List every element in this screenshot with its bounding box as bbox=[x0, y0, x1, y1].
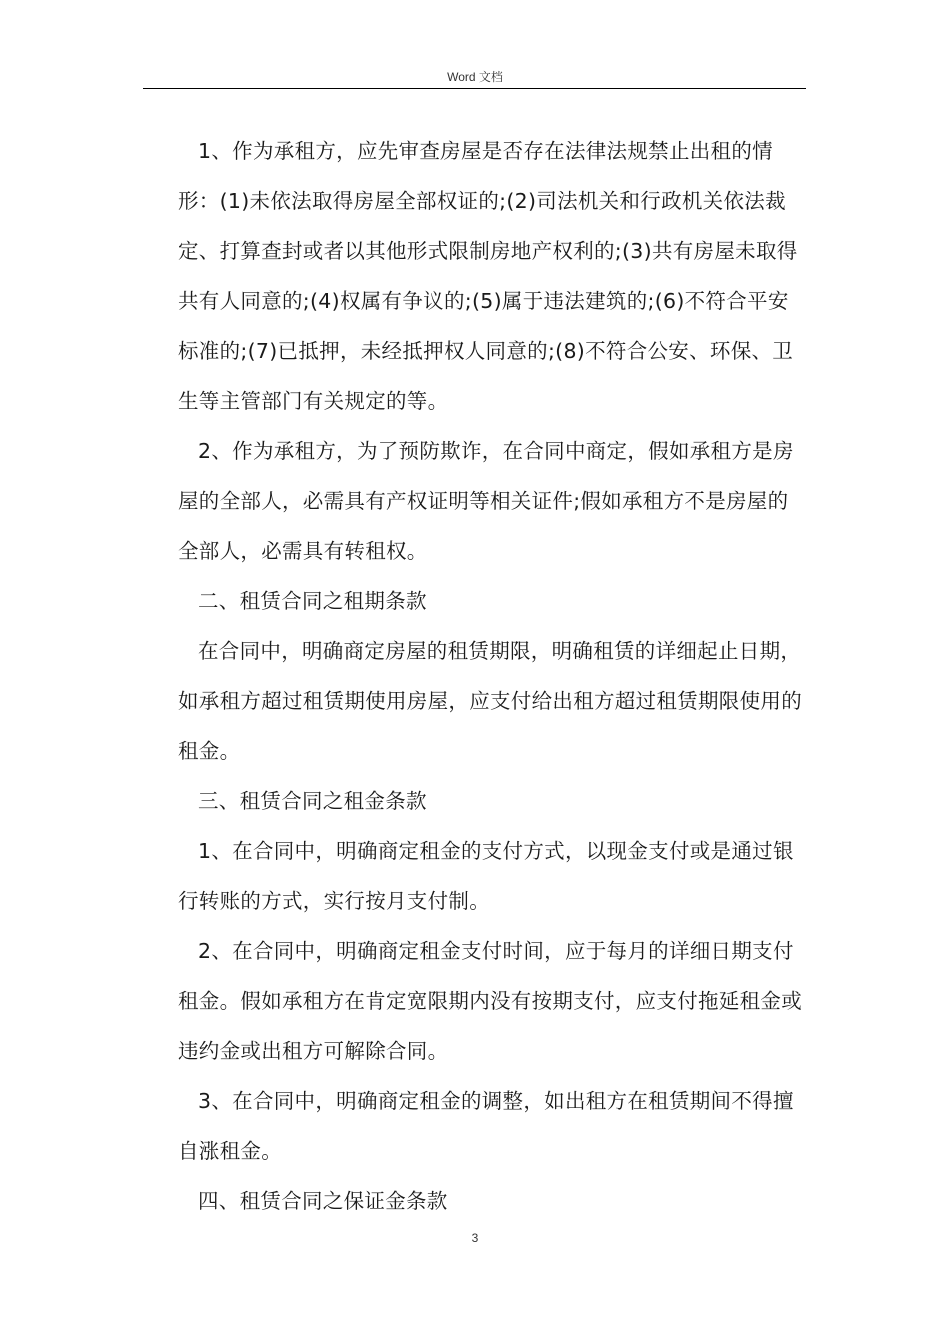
paragraph-item-2: 2、作为承租方，为了预防欺诈，在合同中商定，假如承租方是房屋的全部人，必需具有产权证明等相关证件;假如承租方不是房屋的全部人，必需具有转租权。 bbox=[178, 439, 794, 563]
paragraph-rent-item-1: 1、在合同中，明确商定租金的支付方式，以现金支付或是通过银行转账的方式，实行按月支付制。 bbox=[178, 839, 794, 913]
paragraph-lease-term: 在合同中，明确商定房屋的租赁期限，明确租赁的详细起止日期，如承租方超过租赁期使用房屋，应支付给出租方超过租赁期限使用的租金。 bbox=[178, 639, 802, 763]
paragraph-item-1: 1、作为承租方，应先审查房屋是否存在法律法规禁止出租的情形：(1)未依法取得房屋全部权证的;(2)司法机关和行政机关依法裁定、打算查封或者以其他形式限制房地产权利的;(3)共有房屋未取得共有人同意的;(4)权属有争议的;(5)属于违法建筑的;(6)不符合平安标准的;(7)已抵押，未经抵押权人同意的;(8)不符合公安、环保、卫生等主管部门有关规定的等。 bbox=[178, 139, 798, 413]
section-heading-deposit: 四、租赁合同之保证金条款 bbox=[198, 1189, 448, 1213]
header-divider bbox=[143, 88, 806, 89]
page-number: 3 bbox=[471, 1231, 479, 1245]
paragraph-rent-item-2: 2、在合同中，明确商定租金支付时间，应于每月的详细日期支付租金。假如承租方在肯定宽限期内没有按期支付，应支付拖延租金或违约金或出租方可解除合同。 bbox=[178, 939, 802, 1063]
section-heading-lease-term: 二、租赁合同之租期条款 bbox=[198, 589, 427, 613]
document-body bbox=[178, 126, 808, 1226]
paragraph-rent-item-3: 3、在合同中，明确商定租金的调整，如出租方在租赁期间不得擅自涨租金。 bbox=[178, 1089, 794, 1163]
document-header-title: Word 文档 bbox=[447, 70, 503, 84]
section-heading-rent: 三、租赁合同之租金条款 bbox=[198, 789, 427, 813]
